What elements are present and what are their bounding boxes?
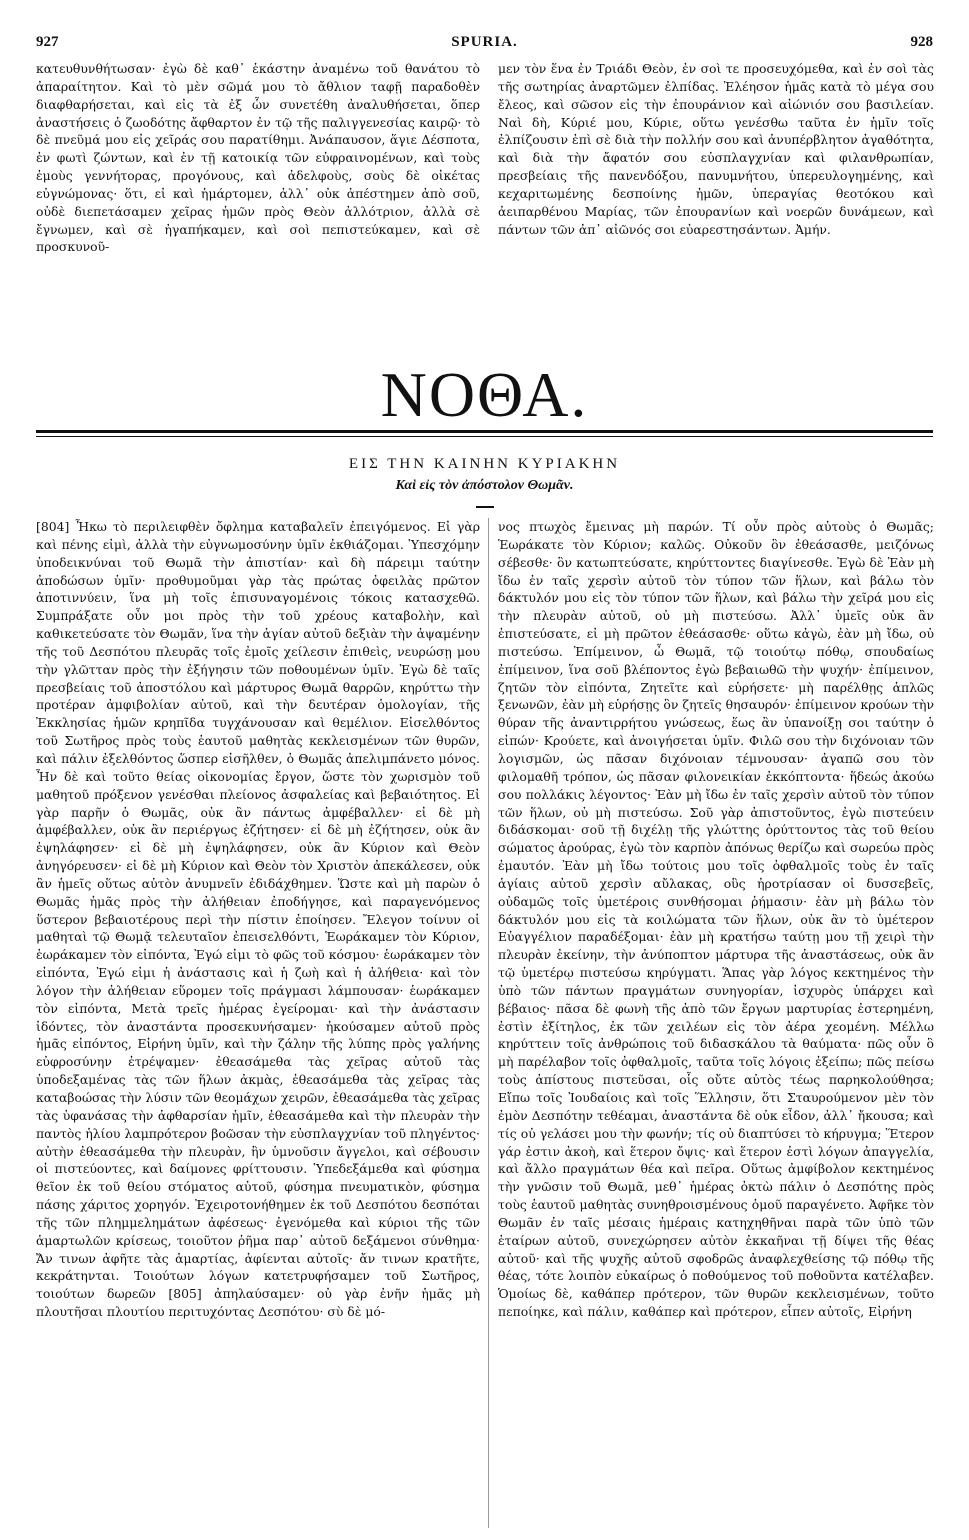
homily-subtitle: Καὶ εἰς τὸν ἀπόστολον Θωμᾶν.	[395, 478, 574, 493]
section-rule-thick	[36, 430, 933, 433]
body-right-paragraph: νος πτωχὸς ἔμεινας μὴ παρών. Τί οὖν πρὸς αὐτοὺς ὁ Θωμᾶς; Ἑωράκατε τὸν Κύριον; καλῶς. Οὐκοῦν ὃν ἐθεάσασθε, μειζόνως σέβεσθε· ὃν κατωπτεύσατε, κηρύττοντες διαγίνεσθε. Ἐγὼ δὲ Ἐὰν μὴ ἴδω ἐν ταῖς χερσὶν αὐτοῦ τὸν τύπον τῶν ἥλων, καὶ βάλω τὸν δάκτυλόν μου εἰς τὸν τύπον τῶν ἥλων, καὶ βάλω τὴν χεῖρά μου εἰς τὴν πλευρὰν αὐτοῦ, οὐ μὴ πιστεύσω. Ἀλλ᾽ ὑμεῖς οὐκ ἂν ἐπιστεύσατε, εἰ μὴ πρῶτον ἐθεάσασθε· οὕτω κἀγὼ, ἐὰν μὴ ἴδω, οὐ πιστεύσω. Ἐπίμεινον, ὦ Θωμᾶ, τῷ τοιούτῳ πόθῳ, σπουδαίως ἐπίμεινον, ἵνα σοῦ βλέποντος ἐγὼ βεβαιωθῶ τὴν ψυχήν· ἐπίμεινον, ζητῶν τὸν εἰπόντα, Ζητεῖτε καὶ εὑρήσετε· μὴ παρέλθῃς ἁπλῶς ξενωνῶν, ἐὰν μὴ εὑρήσῃς ὃν ζητεῖς θησαυρόν· ἐπίμεινον κρούων τὴν θύραν τῆς ἀναντιρρήτου γνώσεως, ἕως ἂν ὑπανοίξῃ σοι ταύτην ὁ εἰπών· Κρούετε, καὶ ἀνοιγήσεται ὑμῖν. Φιλῶ σου τὴν διχόνοιαν τῶν λογισμῶν, ὡς πᾶσαν διχόνοιαν τέμνουσαν· ἀγαπῶ σου τὸν φιλομαθῆ τρόπον, ὡς πᾶσαν φιλονεικίαν ἐκκόπτοντα· ἥδεώς ἀκούω σου πολλάκις λέγοντος· Ἐὰν μὴ ἴδω ἐν ταῖς χερσὶν αὐτοῦ τὸν τύπον τῶν ἥλων, οὐ μὴ πιστεύσω. Σοῦ γὰρ ἀπιστοῦντος, ἐγὼ πιστεύειν διδάσκομαι· σοῦ τῇ διχέλῃ τῆς γλώττης ὀρύττοντος τὰς τοῦ θείου σώματος ἀρούρας, ἐγὼ τὸν καρπὸν ἀπόνως θερίζω καὶ σωρεύω πρὸς ἐμαυτόν. Ἐὰν μὴ ἴδω τούτοις μου τοῖς ὀφθαλμοῖς τοὺς ἐν ταῖς ἁγίαις αὐτοῦ χερσὶν αὔλακας, οὓς ἠροτρίασαν οἱ δυσσεβεῖς, οὐδαμῶς τοῖς ὑμετέροις συνθήσομαι ῥήμασιν· ἐὰν μὴ βάλω τὸν δάκτυλόν μου εἰς τὰ κοιλώματα τῶν ἥλων, οὐκ ἂν τὸ ὑμέτερον Εὐαγγέλιον παραδέξομαι· ἐὰν μὴ κρατήσω ταύτῃ μου τῇ χειρὶ τὴν πλευρὰν ἐκείνην, τὴν ἀνύποπτον μάρτυρα τῆς ἀναστάσεως, οὐκ ἂν τῷ ὑμετέρῳ πιστεύσω κηρύγματι. Ἅπας γὰρ λόγος κεκτημένος τὴν ὑπὸ τῶν πάντων πραγμάτων συνηγορίαν, ἰσχυρὸς ὑπάρχει καὶ βέβαιος· πᾶσα δὲ φωνὴ τῆς ἀπὸ τῶν ἔργων μαρτυρίας ἐστερημένη, ἐστὶν ἐξίτηλος, ἐκ τῶν χειλέων εἰς τὸν ἀέρα χεομένη. Μέλλω κηρύττειν τοῖς ἀνθρώποις τοῦ διδασκάλου τὰ θαύματα· πῶς οὖν ὃ μὴ παρέλαβον τοῖς ὀφθαλμοῖς, ταῦτα τοῖς λόγοις ἐξείπω; πῶς πείσω τοὺς ἀπίστους πιστεῦσαι, οἷς οὔτε αὐτὸς τέως παρηκολούθησα; Εἴπω τοῖς Ἰουδαίοις καὶ τοῖς Ἕλλησιν, ὅτι Σταυρούμενον μὲν τὸν ἐμὸν Δεσπότην τεθέαμαι, ἀναστάντα δὲ οὐκ εἶδον, ἀλλ᾽ ἤκουσα; καὶ τίς οὐ γελάσει μου τὴν φωνήν; τίς οὐ διαπτύσει τὸ κήρυγμα; Ἕτερον γάρ ἐστιν ἀκοὴ, καὶ ἕτερον ὄψις· καὶ ἕτερον ἐστὶ λόγων ἀπαγγελία, καὶ ἄλλο πραγμάτων θέα καὶ πεῖρα. Οὕτως ἀμφίβολον κεκτημένος τὴν γνῶσιν τοῦ Θωμᾶ, μεθ᾽ ἡμέρας ὀκτὼ πάλιν ὁ Δεσπότης πρὸς τοὺς ἑαυτοῦ μαθητὰς συνηθροισμένους ὁμοῦ παραγένετο. Ἀφῆκε τὸν Θωμᾶν ἐν ταῖς μέσαις ἡμέραις κατηχηθῆναι παρὰ τῶν ὑπὸ τῶν ἑταίρων αὐτοῦ, συνεχώρησεν αὐτὸν ἐκκαῆναι τῇ δίψει τῆς θέας αὐτοῦ· καὶ τῆς ψυχῆς αὐτοῦ σφοδρῶς ἀναφλεχθείσης τῷ πόθῳ τῆς θέας, τότε λοιπὸν εὐκαίρως ὁ ποθούμενος τοῦ ποθοῦντα κατέλαβεν. Ὁμοίως δὲ, καθάπερ πρότερον, τῶν θυρῶν κεκλεισμένων, τοῦτο πεποίηκε, καὶ πάλιν, καθάπερ καὶ πρότερον, εἶπεν αὐτοῖς, Εἰρήνη	[498, 519, 934, 1320]
homily-title: ΕΙΣ ΤΗΝ ΚΑΙΝΗΝ ΚΥΡΙΑΚΗΝ	[348, 456, 621, 472]
top-right-column	[498, 60, 934, 340]
top-left-paragraph: κατευθυνθήτωσαν· ἐγὼ δὲ καθ᾽ ἑκάστην ἀναμένω τοῦ θανάτου τὸ ἀπαραίτητον. Καὶ τὸ μὲν σῶμά μου τὸ ἄθλιον ταφῇ παραδοθὲν διαφθαρήσεται, καὶ εἰς τὰ ἐξ ὧν συνετέθη ἀναλυθήσεται, ὅπερ ἀναστήσεις ὁ ζωοδότης ἄφθαρτον ἐν τῷ τῆς παλιγγενεσίας καιρῷ· τὸ δὲ πνεῦμά μου εἰς χεῖράς σου παρατίθημι. Ἀνάπαυσον, ἅγιε Δέσποτα, ἐν φωτὶ ζώντων, καὶ ἐν τῇ κατοικίᾳ τῶν εὐφραινομένων, καὶ τοὺς ἐμοὺς γεννήτορας, προγόνους, καὶ ἀδελφοὺς, σοὺς δὲ οἰκέτας εὐγνώμονας· ὅτι, εἰ καὶ ἡμάρτομεν, ἀλλ᾽ οὐκ ἀπέστημεν ἀπὸ σοῦ, οὐδὲ διεπετάσαμεν χεῖρας ἡμῶν πρὸς Θεὸν ἀλλότριον, ἀλλὰ σὲ ἔγνωμεν, καὶ σὲ ἠγαπήκαμεν, καὶ σοὶ πεπιστεύκαμεν, καὶ σὲ προσκυνοῦ-	[36, 61, 480, 255]
section-rule-thin	[36, 436, 933, 437]
top-right-paragraph: μεν τὸν ἕνα ἐν Τριάδι Θεὸν, ἐν σοὶ τε προσευχόμεθα, καὶ ἐν σοὶ τὰς τῆς σωτηρίας ἀναρτῶμεν ἐλπίδας. Ἐλέησον ἡμᾶς κατὰ τὸ μέγα σου ἔλεος, καὶ σῶσον εἰς τὴν ἐπουράνιον καὶ αἰώνιόν σου βασιλείαν. Ναὶ δὴ, Κύριέ μου, Κύριε, οὕτω γενέσθω ταῦτα ἐν ἡμῖν τοῖς ἐλπίζουσιν ἐπὶ σὲ διὰ τὴν πολλήν σου καὶ ἀνυπέρβλητον ἀγαθότητα, καὶ διὰ τὴν ἄφατόν σου εὐσπλαγχνίαν καὶ φιλανθρωπίαν, πρεσβείαις τῆς πανενδόξου, πανυμνήτου, ὑπερευλογημένης, καὶ κεχαριτωμένης δεσποίνης ἡμῶν, ὑπεραγίας θεοτόκου καὶ ἀειπαρθένου Μαρίας, τῶν ἐπουρανίων καὶ νοερῶν δυνάμεων, καὶ πάντων τῶν ἀπ᾽ αἰῶνός σοι εὐαρεστησάντων. Ἀμήν.	[498, 61, 934, 237]
top-left-column	[36, 60, 480, 340]
section-title: ΝΟΘΑ.	[380, 359, 589, 430]
title-dash	[476, 506, 494, 508]
body-left-paragraph: [804] Ἦκω τὸ περιλειφθὲν ὄφλημα καταβαλεῖν ἐπειγόμενος. Εἰ γὰρ καὶ πένης εἰμὶ, ἀλλὰ τὴν εὐγνωμοσύνην ὑμῖν ἐκθιάζομαι. Ὑπεσχόμην ὑποδεικνύναι τοῦ Θωμᾶ τὴν ἀπιστίαν· καὶ δὴ πάρειμι ταύτην ἀποδώσων ὑμῖν· προθυμοῦμαι γὰρ τὰς πρώτας ὀφειλὰς πρῶτον ἀποτιννύειν, ἵνα μὴ τοῖς ἐπισυναγομένοις τόκοις κατασχεθῶ. Συμπράξατε οὖν μοι πρὸς τὴν τοῦ χρέους καταβολὴν, καὶ καθικετεύσατε τὸν Θωμᾶν, ἵνα τὴν ἁγίαν αὐτοῦ δεξιὰν τὴν ἀψαμένην τῆς τοῦ Δεσπότου πλευρᾶς τοῖς ἐμοῖς χείλεσιν ἐπιθεὶς, νευρώσῃ μου τὴν γλῶτταν πρὸς τὴν ἐξήγησιν τῶν ποθουμένων ὑμῖν. Ἐγὼ δὲ ταῖς πρεσβείαις τοῦ ἀποστόλου καὶ μάρτυρος Θωμᾶ θαρρῶν, κηρύττω τὴν προτέραν ἀμφιβολίαν αὐτοῦ, καὶ τὴν δευτέραν ὁμολογίαν, τῆς Ἐκκλησίας ἡμῶν κρηπῖδα τυγχάνουσαν καὶ θεμέλιον. Εἰσελθόντος τοῦ Σωτῆρος πρὸς τοὺς ἑαυτοῦ μαθητὰς κεκλεισμένων τῶν θυρῶν, καὶ πάλιν ἐξελθόντος ὥσπερ εἰσῆλθεν, ὁ Θωμᾶς ἀπελιμπάνετο μόνος. Ἦν δὲ καὶ τοῦτο θείας οἰκονομίας ἔργον, ὥστε τὸν χωρισμὸν τοῦ μαθητοῦ πρόξενον γενέσθαι πλείονος ἀσφαλείας καὶ βεβαιότητος. Εἰ γὰρ παρῆν ὁ Θωμᾶς, οὐκ ἂν πάντως ἀμφέβαλλεν· εἰ δὲ μὴ ἀμφέβαλλεν, οὐκ ἂν περιέργως ἐζήτησεν· εἰ δὲ μὴ ἐζήτησεν, οὐκ ἂν ἐψηλάφησεν· εἰ δὲ μὴ ἐψηλάφησεν, οὐκ ἂν Κύριον καὶ Θεὸν ἀνηγόρευσεν· εἰ δὲ μὴ Κύριον καὶ Θεὸν τὸν Χριστὸν ἀπεκάλεσεν, οὐκ ἂν ἡμεῖς οὕτως αὐτὸν ἀνυμνεῖν ἐδιδάχθημεν. Ὥστε καὶ μὴ παρὼν ὁ Θωμᾶς ἡμᾶς πρὸς τὴν ἀλήθειαν ἐποδήγησε, καὶ παραγενόμενος ὕστερον βεβαιοτέρους περὶ τὴν πίστιν ἐποίησεν. Ἔλεγον τοίνυν οἱ μαθηταὶ τῷ Θωμᾷ τελευταῖον ἐπεισελθόντι, Ἑωράκαμεν τὸν Κύριον, ἑωράκαμεν τὸν εἰπόντα, Ἐγώ εἰμι τὸ φῶς τοῦ κόσμου· ἑωράκαμεν τὸν εἰπόντα, Ἐγώ εἰμι ἡ ἀνάστασις καὶ ἡ ζωὴ καὶ ἡ ἀλήθεια· καὶ τὸν λόγον τὴν ἀλήθειαν εὕρομεν τοῖς πράγμασι λάμπουσαν· ἑωράκαμεν τὸν εἰπόντα, Μετὰ τρεῖς ἡμέρας ἐγείρομαι· καὶ τὴν ἀνάστασιν ἰδόντες, τὸν ἀναστάντα προσεκυνήσαμεν· ἠκούσαμεν αὐτοῦ πρὸς ἡμᾶς εἰπόντος, Εἰρήνη ὑμῖν, καὶ τὴν ζάλην τῆς λύπης πρὸς γαλήνης εὐφροσύνην ἐτρέψαμεν· ἐθεασάμεθα τὰς χεῖρας αὐτοῦ τὰς ὑποδεξαμένας τὰς τῶν ἥλων ἀκμὰς, ἐθεασάμεθα τὰς χεῖρας τὰς καταβοώσας τὴν λύσιν τῶν θεομάχων χειρῶν, ἐθεασάμεθα τὰς χεῖρας τὰς ὑφανάσας τὴν ἀφθαρσίαν ἡμῖν, ἐθεασάμεθα καὶ τὴν πλευρὰν τὴν παντὸς ἡλίου λαμπρότερον βοῶσαν τὴν εὐσπλαγχνίαν τοῦ πληγέντος· αὐτὴν ἐθεασάμεθα τὴν πλευρὰν, ἣν ὑμνοῦσιν ἄγγελοι, καὶ σέβουσιν οἱ πιστεύοντες, καὶ δαίμονες φρίττουσιν. Ὑπεδεξάμεθα καὶ φύσημα θεῖον ἐκ τοῦ θείου στόματος αὐτοῦ, φύσημα πνευματικὸν, φύσημα πάσης χάριτος χορηγόν. Ἐχειροτονήθημεν ἐκ τοῦ Δεσπότου δεσπόται τῆς τῶν πλημμελημάτων ἀφέσεως· ἐγενόμεθα καὶ κύριοι τῆς τῶν ἁμαρτωλῶν κρίσεως, τοιοῦτον ῥῆμα παρ᾽ αὐτοῦ δεξάμενοι σύνθημα· Ἄν τινων ἀφῆτε τὰς ἁμαρτίας, ἀφίενται αὐτοῖς· ἄν τινων κρατῆτε, κεκράτηνται. Τοιούτων λόγων κατετρυφήσαμεν τοῦ Σωτῆρος, τοιούτων δωρεῶν [805] ἀπηλαύσαμεν· οὐ γὰρ ἐνῆν ἡμᾶς μὴ πλουτῆσαι πλουτίου περιτυχόντας Δεσπότου· σὺ δὲ μό-	[36, 519, 480, 1320]
running-header	[36, 34, 933, 58]
left-page-number: 927	[36, 34, 59, 50]
body-right-column	[498, 518, 934, 1530]
column-divider	[488, 518, 489, 1528]
body-left-column	[36, 518, 480, 1530]
running-title: SPURIA.	[451, 34, 518, 50]
right-page-number: 928	[910, 34, 933, 50]
